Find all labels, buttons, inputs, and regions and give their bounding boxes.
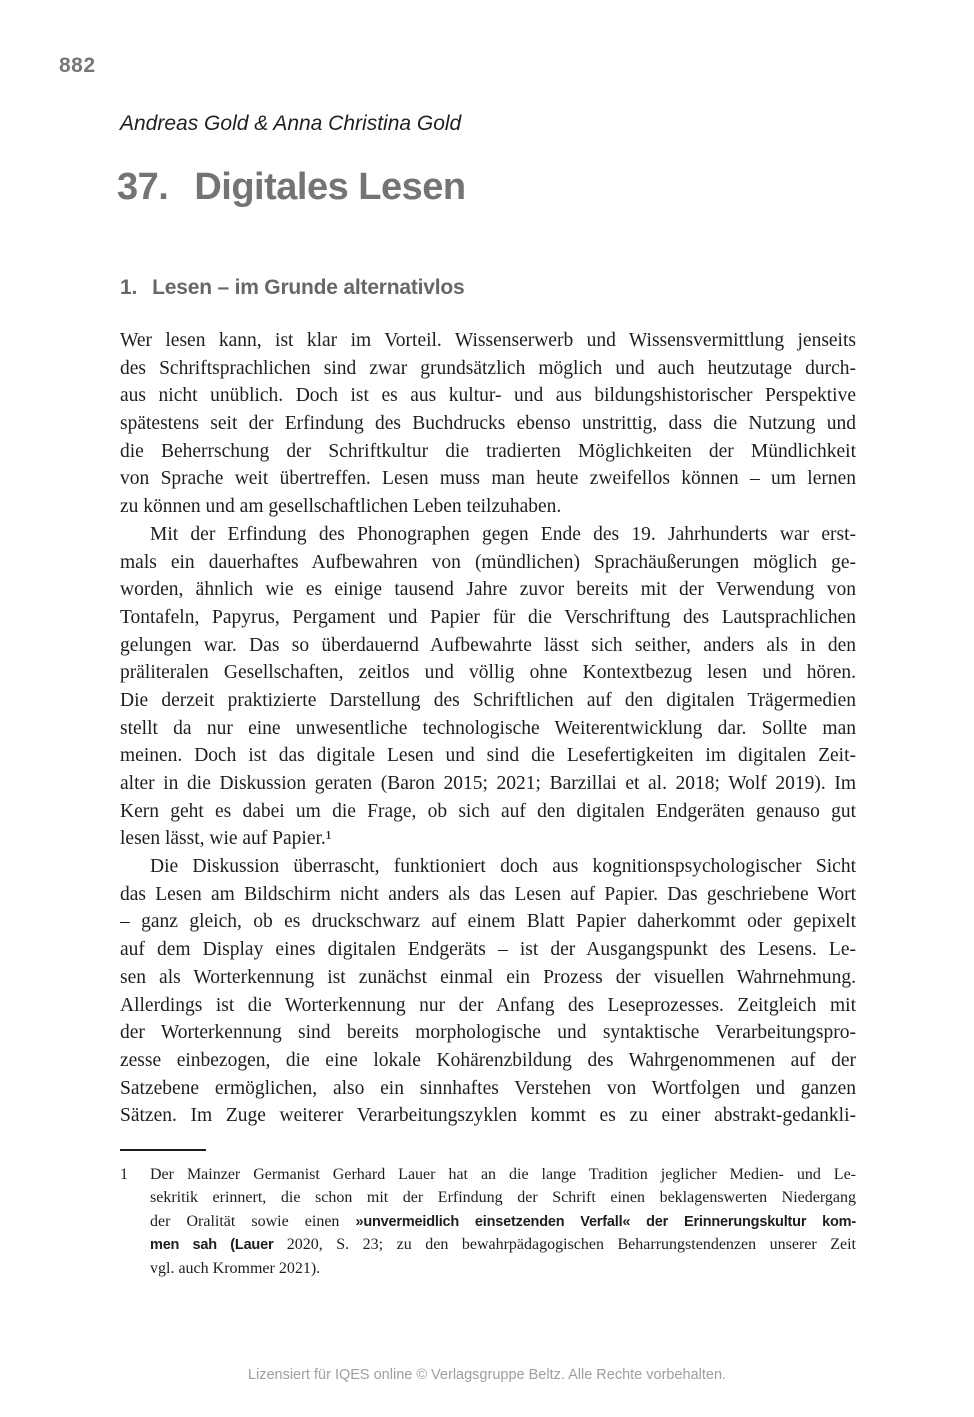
text-line: meinen. Doch ist das digitale Lesen und sind die Lesefertigkeiten im digitalen Zeit- — [120, 745, 856, 767]
text-line: – ganz gleich, ob es druckschwarz auf einem Blatt Papier daherkommt oder gepixelt — [120, 911, 856, 933]
chapter-title-text: Digitales Lesen — [194, 166, 466, 208]
footnote — [120, 1163, 856, 1280]
footnote-line — [150, 1163, 856, 1186]
footnote-line — [150, 1210, 856, 1233]
footnote-line — [150, 1257, 856, 1280]
text-line: Kern geht es dabei um die Frage, ob sich auf den digitalen Endgeräten genauso gut — [120, 800, 856, 822]
footnote-marker: 1 — [120, 1166, 128, 1183]
text-line: alter in die Diskussion geraten (Baron 2015; 2021; Barzillai et al. 2018; Wolf 2019). Im — [120, 773, 856, 794]
license-footer: Lizensiert für IQES online © Verlagsgruppe Beltz. Alle Rechte vorbehalten. — [247, 1367, 727, 1383]
page-number: 882 — [59, 54, 96, 77]
text-line: präliteralen Gesellschaften, zeitlos und völlig ohne Kontextbezug lesen und hören. — [120, 662, 856, 684]
text-line: Satzebene ermöglichen, also ein sinnhaftes Verstehen von Wortfolgen und ganzen — [120, 1077, 856, 1099]
text-line: Allerdings ist die Worterkennung nur der Anfang des Leseprozesses. Zeitgleich mit — [120, 994, 856, 1016]
text-line: die Beherrschung der Schriftkultur die tradierten Möglichkeiten der Mündlichkeit — [120, 440, 856, 462]
footnote-quote-segment: men sah (Lauer — [150, 1237, 287, 1254]
body-text — [120, 327, 856, 1130]
text-line: des Schriftsprachlichen sind zwar grundsätzlich möglich und auch heutzutage durch- — [120, 357, 856, 379]
text-line: zu können und am gesellschaftlichen Leben teilzuhaben. — [120, 496, 562, 518]
footnote-text-segment: vgl. auch Krommer 2021). — [150, 1259, 321, 1277]
text-line: auf dem Display eines digitalen Endgeräts – ist der Ausgangspunkt des Lesens. Le- — [120, 939, 856, 961]
text-line: der Worterkennung sind bereits morphologische und syntaktische Verarbeitungspro- — [120, 1022, 856, 1044]
text-line: das Lesen am Bildschirm nicht anders als das Lesen auf Papier. Das geschriebene Wort — [120, 883, 856, 905]
text-line: gelungen war. Das so überdauernd Aufbewahrte lässt sich seither, anders als in den — [120, 634, 856, 656]
chapter-title — [117, 166, 466, 209]
text-line: mals ein dauerhaftes Aufbewahren von (mündlichen) Sprachäußerungen möglich ge- — [120, 551, 856, 573]
text-line: Sätzen. Im Zuge weiterer Verarbeitungszyklen kommt es zu einer abstrakt-gedankli- — [120, 1105, 856, 1127]
footnote-lines — [150, 1163, 856, 1280]
section-number: 1. — [120, 276, 138, 299]
footnote-text-segment: 2020, S. 23; zu den bewahrpädagogischen Beharrungstendenzen unserer Zeit — [286, 1236, 856, 1254]
section-title-text: Lesen – im Grunde alternativlos — [152, 276, 465, 299]
chapter-number: 37. — [117, 166, 169, 208]
footnote-quote-segment: »unvermeidlich einsetzenden Verfall« der Erinnerungskultur kom- — [355, 1213, 856, 1230]
footnote-text-segment: Der Mainzer Germanist Gerhard Lauer hat an die lange Tradition jeglicher Medien- und Le- — [150, 1166, 856, 1183]
footnote-line — [150, 1233, 856, 1256]
footnote-text-segment: der Oralität sowie einen — [150, 1212, 356, 1230]
text-line: Mit der Erfindung des Phonographen gegen Ende des 19. Jahrhunderts war erst- — [150, 523, 856, 545]
text-line: aus nicht unüblich. Doch ist es aus kultur- und aus bildungshistorischer Perspektive — [120, 385, 856, 407]
text-line: spätestens seit der Erfindung des Buchdrucks ebenso unstrittig, dass die Nutzung und — [120, 413, 856, 435]
authors-line: Andreas Gold & Anna Christina Gold — [120, 112, 462, 135]
text-line: worden, ähnlich wie es einige tausend Jahre zuvor bereits mit der Verwendung von — [120, 579, 856, 601]
text-line: zesse einbezogen, die eine lokale Kohärenzbildung des Wahrgenommenen auf der — [120, 1049, 856, 1071]
text-line: Die derzeit praktizierte Darstellung des Schriftlichen auf den digitalen Trägermedien — [120, 689, 856, 711]
footnote-divider — [120, 1149, 206, 1151]
text-line: lesen lässt, wie auf Papier.¹ — [120, 828, 332, 850]
footnote-line — [150, 1186, 856, 1209]
text-line: von Sprache weit übertreffen. Lesen muss man heute zweifellos können – um lernen — [120, 468, 856, 490]
section-heading — [120, 276, 465, 300]
footnote-text-segment: sekritik erinnert, die schon mit der Erfindung der Schrift einen beklagenswerten Niedergang — [150, 1189, 856, 1207]
text-line: Die Diskussion überrascht, funktioniert doch aus kognitionspsychologischer Sicht — [150, 856, 856, 878]
text-line: Wer lesen kann, ist klar im Vorteil. Wissenserwerb und Wissensvermittlung jenseits — [120, 330, 856, 351]
text-line: stellt da nur eine unwesentliche technologische Weiterentwicklung dar. Sollte man — [120, 717, 856, 739]
text-line: Tontafeln, Papyrus, Pergament und Papier für die Verschriftung des Lautsprachlichen — [120, 606, 856, 628]
text-line: sen als Worterkennung ist zunächst einmal ein Prozess der visuellen Wahrnehmung. — [120, 966, 856, 988]
